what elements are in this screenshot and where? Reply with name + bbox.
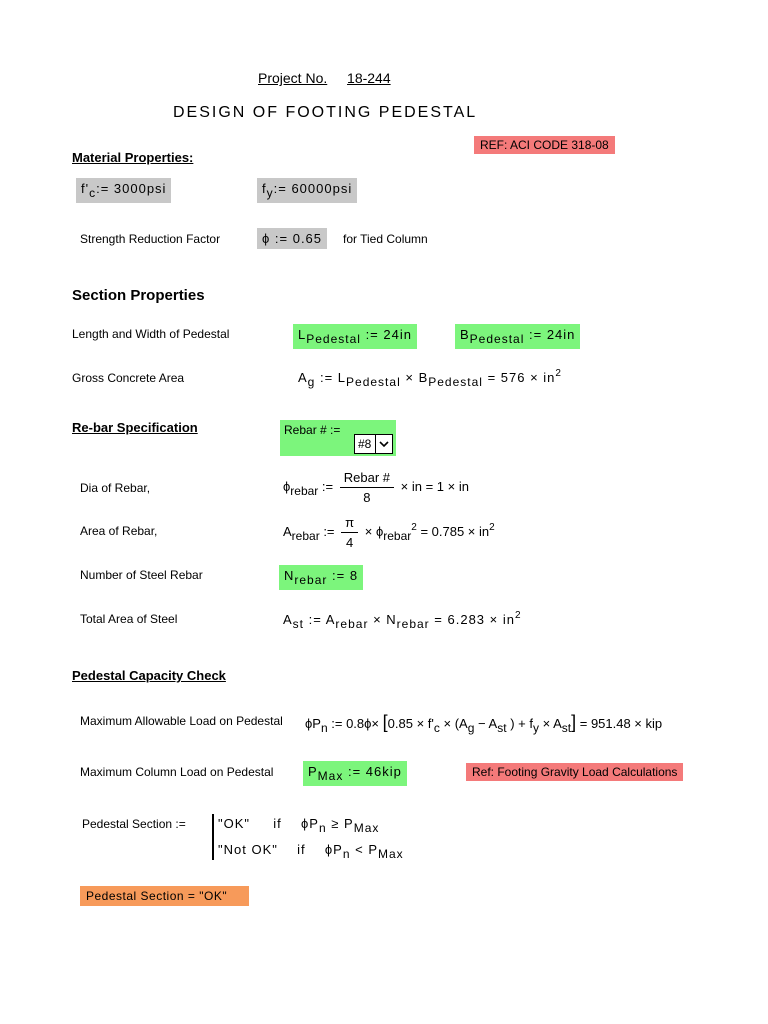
dia-equation (283, 470, 469, 505)
ast-equation (283, 610, 522, 631)
pmax-symbol: P (308, 764, 318, 779)
ast-symbol: A (283, 612, 293, 627)
ag-times: × B (405, 370, 429, 385)
dia-den: 8 (363, 490, 371, 505)
l-sub: Pedestal (306, 332, 361, 346)
dia-num: Rebar # (340, 470, 394, 488)
bracket-open-icon: [ (382, 712, 388, 732)
phipn-result: = 951.48 × kip (579, 716, 663, 731)
case1-op-sub: Max (353, 821, 380, 835)
phipn-c-sub: c (433, 721, 440, 735)
gross-label: Gross Concrete Area (72, 371, 185, 385)
ag-equation (298, 368, 562, 389)
area-sub: rebar (291, 528, 320, 543)
area-phi-exp: 2 (411, 521, 417, 533)
rebar-dropdown[interactable] (354, 434, 393, 454)
ast-result: = 6.283 × in (434, 612, 515, 627)
ag-result: = 576 × in (487, 370, 556, 385)
area-symbol: A (283, 523, 292, 539)
ag-l-sub: Pedestal (346, 375, 401, 389)
case2-cond-sub: n (342, 847, 351, 861)
dia-fraction (340, 470, 394, 505)
ag-sub: g (307, 375, 316, 389)
case1-value: "OK" (218, 816, 251, 831)
project-label: Project No. (258, 70, 328, 86)
fy-symbol: f (262, 181, 267, 196)
phipn-eq1: := 0.8ϕ× (331, 716, 380, 731)
dia-result: × in = 1 × in (400, 478, 469, 494)
dia-label: Dia of Rebar, (80, 481, 151, 495)
area-fraction (341, 515, 358, 550)
case1-op: ≥ P (331, 816, 354, 831)
dia-assign: := (321, 478, 334, 494)
case1-if: if (273, 816, 282, 831)
case-notok-row (218, 842, 404, 861)
phipn-g-sub: g (467, 721, 475, 735)
n-rebar-input[interactable] (279, 565, 363, 590)
max-col-label: Maximum Column Load on Pedestal (80, 765, 274, 779)
pmax-input[interactable] (303, 761, 407, 786)
case2-op-sub: Max (378, 847, 404, 861)
area-num: π (341, 515, 358, 533)
phipn-st-sub: st (497, 721, 507, 735)
area-times: × ϕ (364, 523, 384, 539)
area-den: 4 (346, 535, 354, 550)
b-sub: Pedestal (469, 332, 525, 346)
area-equation (283, 515, 495, 550)
n-symbol: N (284, 568, 295, 583)
project-line (258, 70, 391, 86)
phipn-st2-sub: st (561, 721, 572, 735)
area-result: = 0.785 × in (420, 523, 490, 539)
dia-sub: rebar (290, 483, 319, 498)
rebar-select-box (280, 420, 396, 456)
phipn-eq5: ) + f (510, 716, 533, 731)
pmax-value: := 46kip (347, 764, 402, 779)
num-label: Number of Steel Rebar (80, 568, 203, 582)
ag-symbol: A (298, 370, 308, 385)
bracket-close-icon: ] (571, 712, 577, 732)
phipn-eq3: × (A (443, 716, 468, 731)
case-ok-row (218, 816, 379, 835)
phi-input[interactable]: ϕ := 0.65 (257, 228, 327, 249)
ps-label: Pedestal Section := (82, 817, 186, 831)
case1-cond: ϕP (301, 816, 319, 831)
case2-cond: ϕP (324, 842, 343, 857)
phipn-eq4: − A (478, 716, 498, 731)
fc-value: := 3000psi (96, 181, 167, 196)
fy-value: := 60000psi (273, 181, 353, 196)
ast-sub: st (292, 617, 305, 631)
fc-sub: c (89, 186, 97, 200)
page-title: DESIGN OF FOOTING PEDESTAL (173, 104, 478, 121)
max-allow-label: Maximum Allowable Load on Pedestal (80, 714, 283, 728)
ag-op: := L (319, 370, 347, 385)
material-heading: Material Properties: (72, 150, 194, 165)
pedestal-result: Pedestal Section = "OK" (80, 886, 249, 906)
area-label: Area of Rebar, (80, 524, 158, 538)
ag-b-sub: Pedestal (428, 375, 483, 389)
phipn-eq2: 0.85 × f' (387, 716, 434, 731)
case2-value: "Not OK" (218, 842, 278, 857)
ast-exp: 2 (514, 610, 522, 621)
rebar-label: Rebar # := (284, 423, 341, 437)
area-phi-sub: rebar (383, 528, 412, 543)
srf-label: Strength Reduction Factor (80, 232, 221, 246)
fy-input[interactable] (257, 178, 357, 203)
area-exp: 2 (489, 521, 495, 533)
b-value: := 24in (529, 327, 576, 342)
phipn-sub: n (320, 721, 328, 735)
n-sub: rebar (294, 573, 328, 587)
area-assign: := (323, 523, 335, 539)
l-symbol: L (298, 327, 307, 342)
ast-n-sub: rebar (396, 617, 430, 631)
rebar-selected: #8 (358, 437, 372, 451)
b-symbol: B (460, 327, 470, 342)
phipn-eq6: × A (542, 716, 562, 731)
fc-input[interactable] (76, 178, 171, 203)
n-value: := 8 (332, 568, 359, 583)
case1-cond-sub: n (318, 821, 327, 835)
case2-op: < P (355, 842, 378, 857)
piecewise-brace (212, 814, 216, 860)
tied-note: for Tied Column (343, 232, 428, 246)
ast-a-sub: rebar (335, 617, 369, 631)
capacity-heading: Pedestal Capacity Check (72, 668, 226, 683)
phipn-equation (305, 712, 662, 735)
ast-times: × N (373, 612, 397, 627)
fc-symbol: f' (81, 181, 90, 196)
project-number: 18-244 (347, 70, 391, 86)
lw-label: Length and Width of Pedestal (72, 327, 230, 341)
ast-op: := A (308, 612, 336, 627)
b-pedestal-input[interactable] (455, 324, 580, 349)
dia-symbol: ϕ (283, 478, 291, 494)
rebar-heading: Re-bar Specification (72, 420, 198, 435)
ref-code-badge: REF: ACI CODE 318-08 (474, 136, 615, 154)
ref-gravity-badge: Ref: Footing Gravity Load Calculations (466, 763, 683, 781)
case2-if: if (297, 842, 306, 857)
phipn-symbol: ϕP (305, 716, 321, 731)
phipn-y-sub: y (532, 721, 539, 735)
l-pedestal-input[interactable] (293, 324, 417, 349)
ag-exp: 2 (555, 368, 562, 379)
total-label: Total Area of Steel (80, 612, 178, 626)
chevron-down-icon[interactable] (375, 435, 392, 453)
section-heading: Section Properties (72, 287, 205, 304)
l-value: := 24in (365, 327, 412, 342)
pmax-sub: Max (317, 769, 344, 783)
fy-sub: y (266, 186, 274, 200)
